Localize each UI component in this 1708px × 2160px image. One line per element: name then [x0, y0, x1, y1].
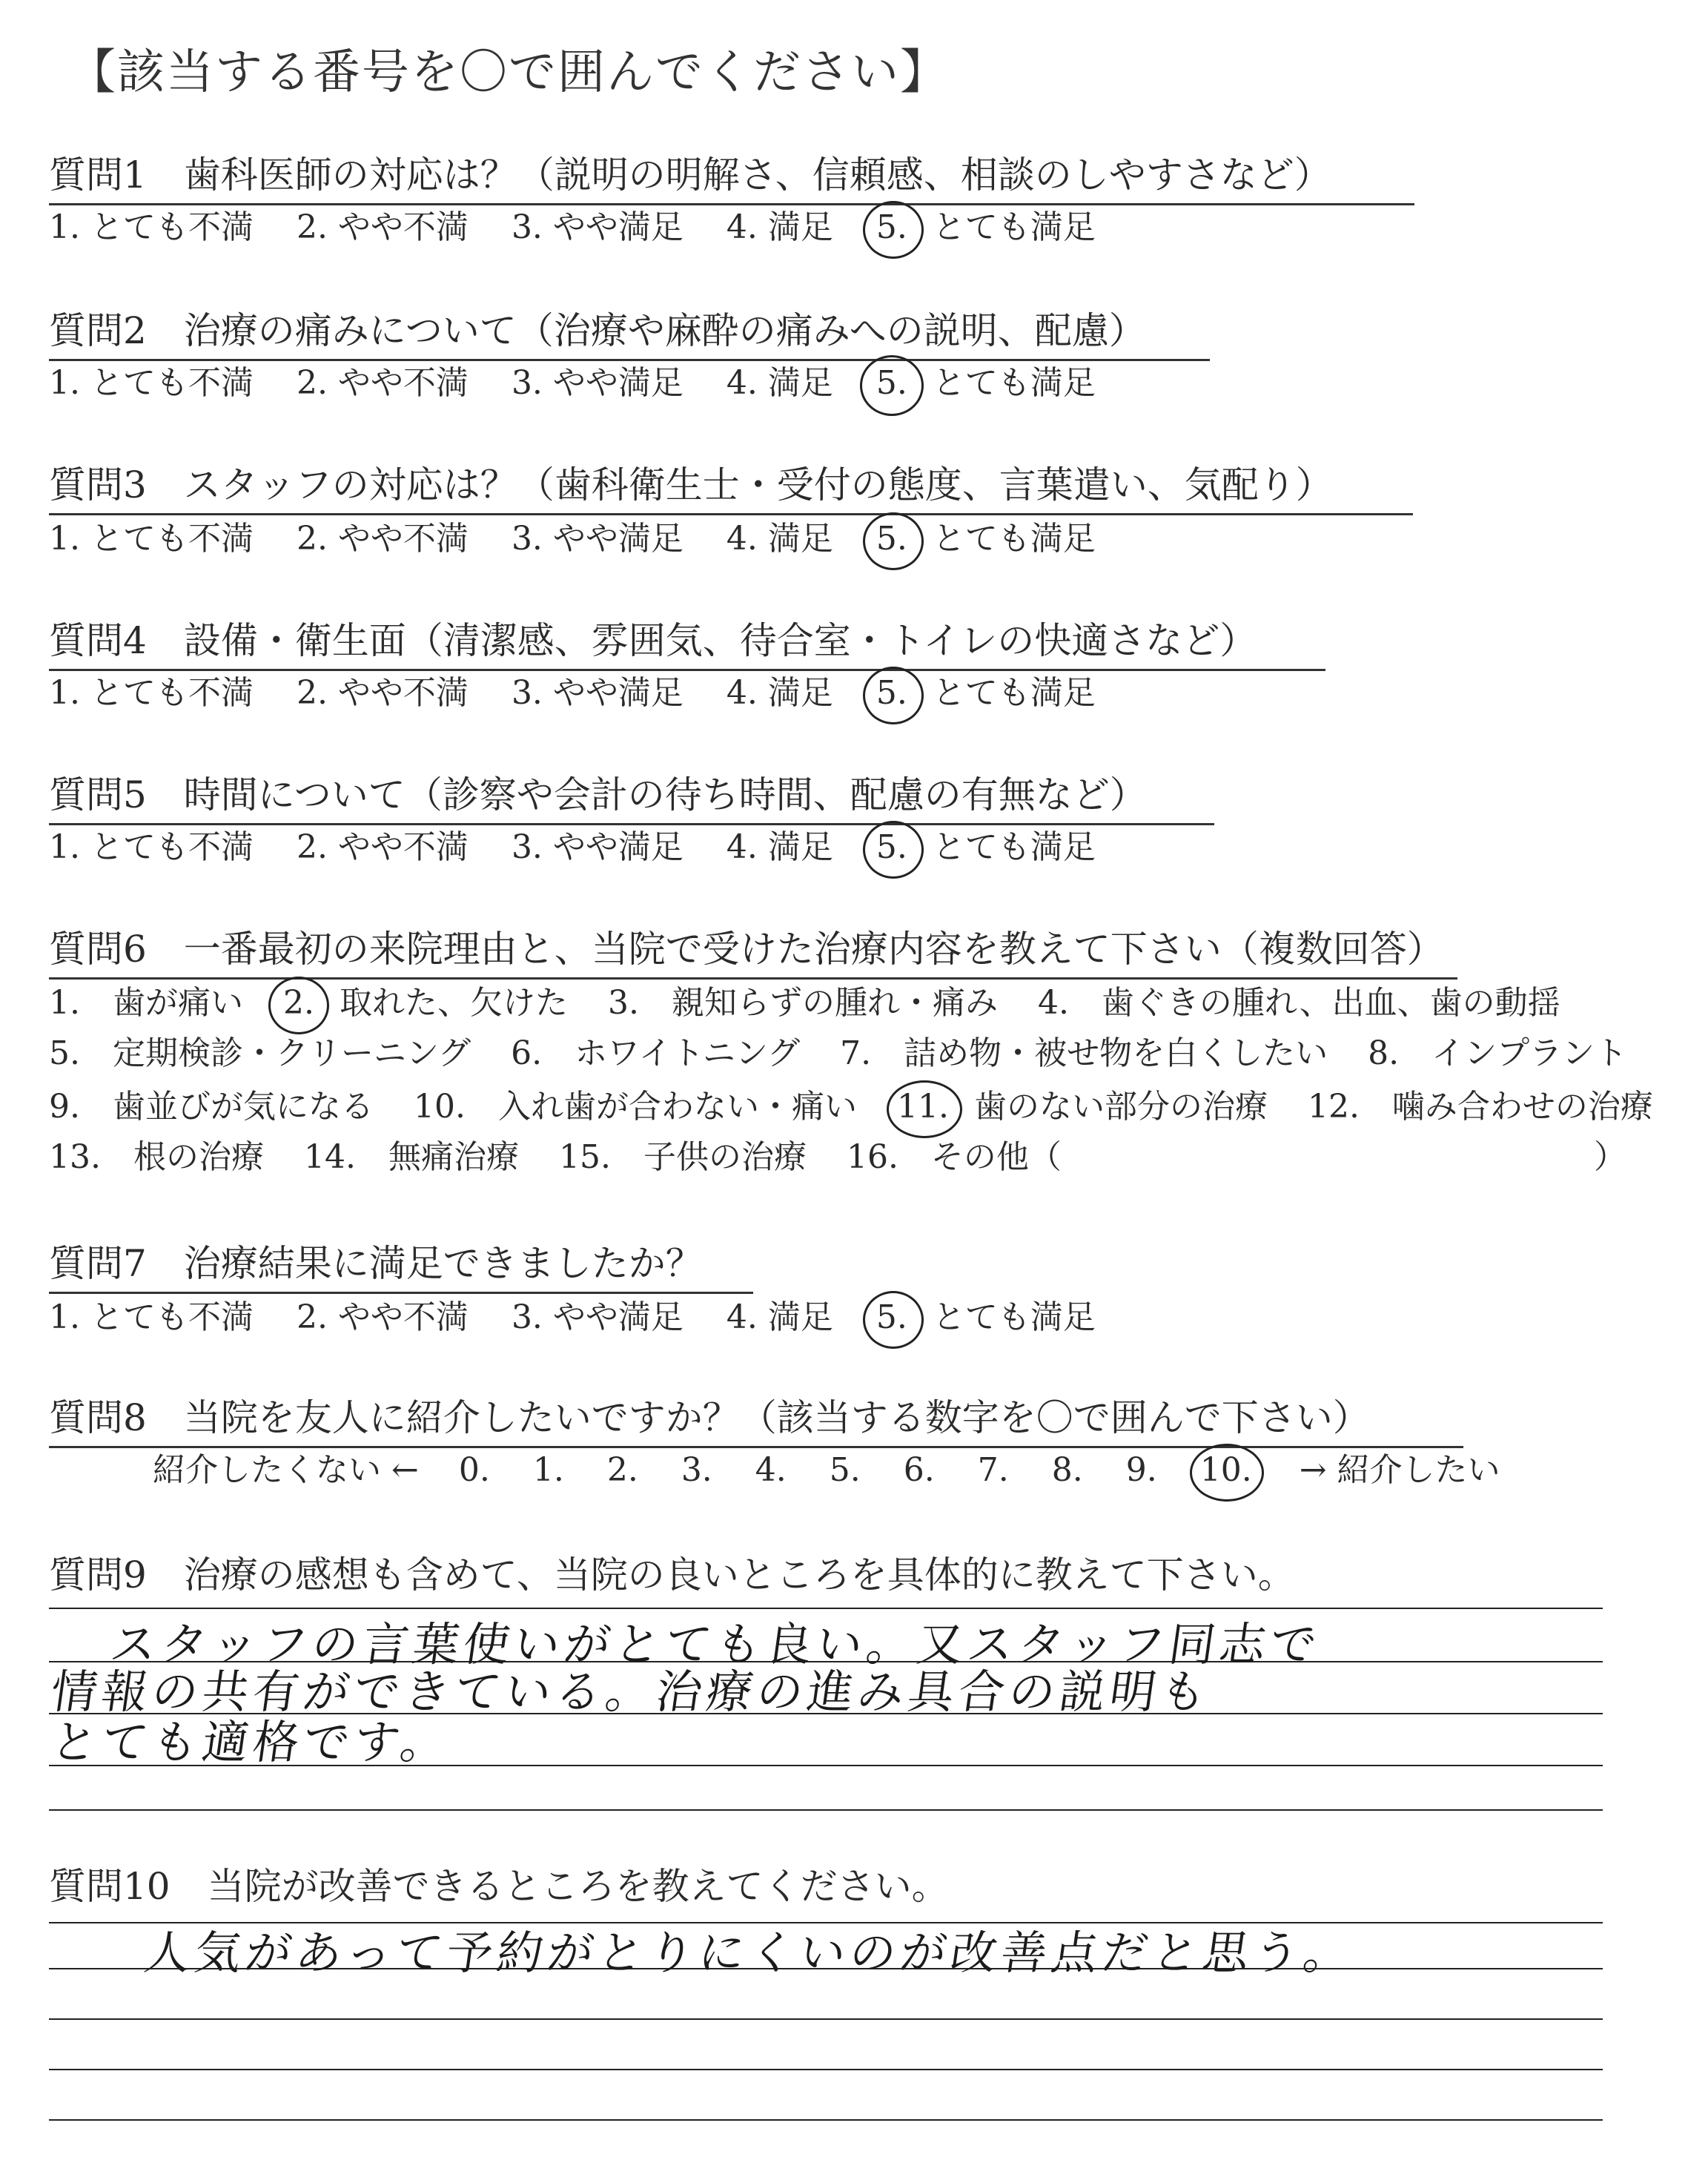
scale-left-label: 紹介したくない ← [153, 1451, 419, 1489]
option-1[interactable]: 1. とても不満 [49, 208, 254, 246]
question-6-row-1 [49, 976, 1593, 1023]
option-2[interactable]: 2. やや不満 [296, 1298, 469, 1336]
question-6-row-4 [49, 1130, 1094, 1178]
option-1[interactable]: 1. とても不満 [49, 674, 254, 712]
option-4[interactable]: 4. 満足 [726, 364, 833, 402]
reason-2-label: 取れた、欠けた [339, 984, 568, 1022]
scale-right-label: → 紹介したい [1299, 1451, 1500, 1489]
option-4[interactable]: 4. 満足 [726, 208, 833, 246]
reason-13[interactable]: 13. 根の治療 [49, 1138, 264, 1176]
question-1-title: 質問1 歯科医師の対応は？（説明の明解さ、信頼感、相談のしやすさなど） [49, 145, 1414, 205]
reason-8[interactable]: 8. インプラント [1368, 1034, 1628, 1072]
option-5-selected[interactable]: 5. [876, 1298, 907, 1336]
question-4-options [49, 666, 1128, 713]
question-8-title: 質問8 当院を友人に紹介したいですか？（該当する数字を〇で囲んで下さい） [49, 1388, 1463, 1448]
option-3[interactable]: 3. やや満足 [511, 208, 683, 246]
handwritten-answer-9-line-1: スタッフの言葉使いがとても良い。又スタッフ同志で [107, 1617, 1325, 1671]
scale-7[interactable]: 7. [977, 1451, 1009, 1489]
option-3[interactable]: 3. やや満足 [511, 364, 683, 402]
question-6-row-2 [49, 1026, 1660, 1074]
option-3[interactable]: 3. やや満足 [511, 674, 683, 712]
option-5-selected[interactable]: 5. [876, 208, 907, 246]
option-5-label: とても満足 [932, 1298, 1096, 1336]
reason-11-selected[interactable]: 11. [897, 1088, 949, 1126]
question-3-title: 質問3 スタッフの対応は？（歯科衛生士・受付の態度、言葉遣い、気配り） [49, 455, 1413, 515]
scale-1[interactable]: 1. [532, 1451, 564, 1489]
reason-1[interactable]: 1. 歯が痛い [49, 984, 243, 1022]
page-header: 【該当する番号を〇で囲んでください】 [68, 45, 949, 100]
option-5-label: とても満足 [932, 828, 1096, 866]
option-3[interactable]: 3. やや満足 [511, 520, 683, 558]
handwritten-answer-9-line-2: 情報の共有ができている。治療の進み具合の説明も [47, 1665, 1215, 1719]
question-4-title: 質問4 設備・衛生面（清潔感、雰囲気、待合室・トイレの快適さなど） [49, 611, 1325, 671]
option-2[interactable]: 2. やや不満 [296, 828, 469, 866]
option-4[interactable]: 4. 満足 [726, 674, 833, 712]
answer-line [49, 2069, 1603, 2070]
reason-3[interactable]: 3. 親知らずの腫れ・痛み [607, 984, 998, 1022]
scale-9[interactable]: 9. [1125, 1451, 1157, 1489]
option-5-label: とても満足 [932, 364, 1096, 402]
question-1-options [49, 200, 1128, 248]
reason-5[interactable]: 5. 定期検診・クリーニング [49, 1034, 471, 1072]
handwritten-answer-10-line-1: 人気があって予約がとりにくいのが改善点だと思う。 [141, 1926, 1358, 1980]
option-5-label: とても満足 [932, 208, 1096, 246]
reason-12[interactable]: 12. 噛み合わせの治療 [1307, 1088, 1653, 1126]
option-1[interactable]: 1. とても不満 [49, 1298, 254, 1336]
reason-4[interactable]: 4. 歯ぐきの腫れ、出血、歯の動揺 [1037, 984, 1560, 1022]
question-2-options [49, 356, 1128, 403]
answer-line [49, 2018, 1603, 2020]
reason-15[interactable]: 15. 子供の治療 [558, 1138, 807, 1176]
option-2[interactable]: 2. やや不満 [296, 364, 469, 402]
question-6-row-3 [49, 1080, 1686, 1127]
scale-8[interactable]: 8. [1051, 1451, 1083, 1489]
option-5-selected[interactable]: 5. [876, 674, 907, 712]
question-7-title: 質問7 治療結果に満足できましたか？ [49, 1234, 753, 1294]
option-2[interactable]: 2. やや不満 [296, 520, 469, 558]
option-2[interactable]: 2. やや不満 [296, 674, 469, 712]
answer-line [49, 2119, 1603, 2121]
option-2[interactable]: 2. やや不満 [296, 208, 469, 246]
reason-10[interactable]: 10. 入れ歯が合わない・痛い [413, 1088, 857, 1126]
option-4[interactable]: 4. 満足 [726, 1298, 833, 1336]
scale-10-selected[interactable]: 10. [1200, 1451, 1252, 1489]
handwritten-answer-9-line-3: とても適格です。 [47, 1715, 455, 1769]
reason-14[interactable]: 14. 無痛治療 [303, 1138, 519, 1176]
question-10-title: 質問10 当院が改善できるところを教えてください。 [49, 1865, 949, 1908]
reason-16-other[interactable]: 16. その他（ [846, 1138, 1062, 1176]
option-1[interactable]: 1. とても不満 [49, 828, 254, 866]
scale-0[interactable]: 0. [458, 1451, 490, 1489]
option-4[interactable]: 4. 満足 [726, 520, 833, 558]
reason-7[interactable]: 7. 詰め物・被せ物を白くしたい [840, 1034, 1328, 1072]
scale-3[interactable]: 3. [681, 1451, 712, 1489]
option-3[interactable]: 3. やや満足 [511, 1298, 683, 1336]
reason-11-label: 歯のない部分の治療 [973, 1088, 1268, 1126]
scale-5[interactable]: 5. [829, 1451, 861, 1489]
question-3-options [49, 512, 1128, 559]
option-5-label: とても満足 [932, 520, 1096, 558]
question-9-title: 質問9 治療の感想も含めて、当院の良いところを具体的に教えて下さい。 [49, 1553, 1295, 1596]
scale-6[interactable]: 6. [903, 1451, 935, 1489]
option-1[interactable]: 1. とても不満 [49, 520, 254, 558]
option-5-label: とても満足 [932, 674, 1096, 712]
scale-4[interactable]: 4. [755, 1451, 787, 1489]
option-5-selected[interactable]: 5. [876, 364, 907, 402]
option-3[interactable]: 3. やや満足 [511, 828, 683, 866]
option-5-selected[interactable]: 5. [876, 520, 907, 558]
option-5-selected[interactable]: 5. [876, 828, 907, 866]
option-1[interactable]: 1. とても不満 [49, 364, 254, 402]
reason-9[interactable]: 9. 歯並びが気になる [49, 1088, 374, 1126]
question-8-scale [153, 1443, 1533, 1490]
answer-line [49, 1809, 1603, 1811]
question-6-title: 質問6 一番最初の来院理由と、当院で受けた治療内容を教えて下さい（複数回答） [49, 919, 1457, 980]
reason-6[interactable]: 6. ホワイトニング [511, 1034, 801, 1072]
question-5-options [49, 820, 1128, 868]
question-7-options [49, 1290, 1128, 1338]
scale-2[interactable]: 2. [606, 1451, 638, 1489]
question-5-title: 質問5 時間について（診察や会計の待ち時間、配慮の有無など） [49, 765, 1214, 825]
option-4[interactable]: 4. 満足 [726, 828, 833, 866]
other-close-paren: ） [1594, 1138, 1626, 1176]
reason-2-selected[interactable]: 2. [283, 984, 314, 1022]
question-2-title: 質問2 治療の痛みについて（治療や麻酔の痛みへの説明、配慮） [49, 301, 1210, 361]
